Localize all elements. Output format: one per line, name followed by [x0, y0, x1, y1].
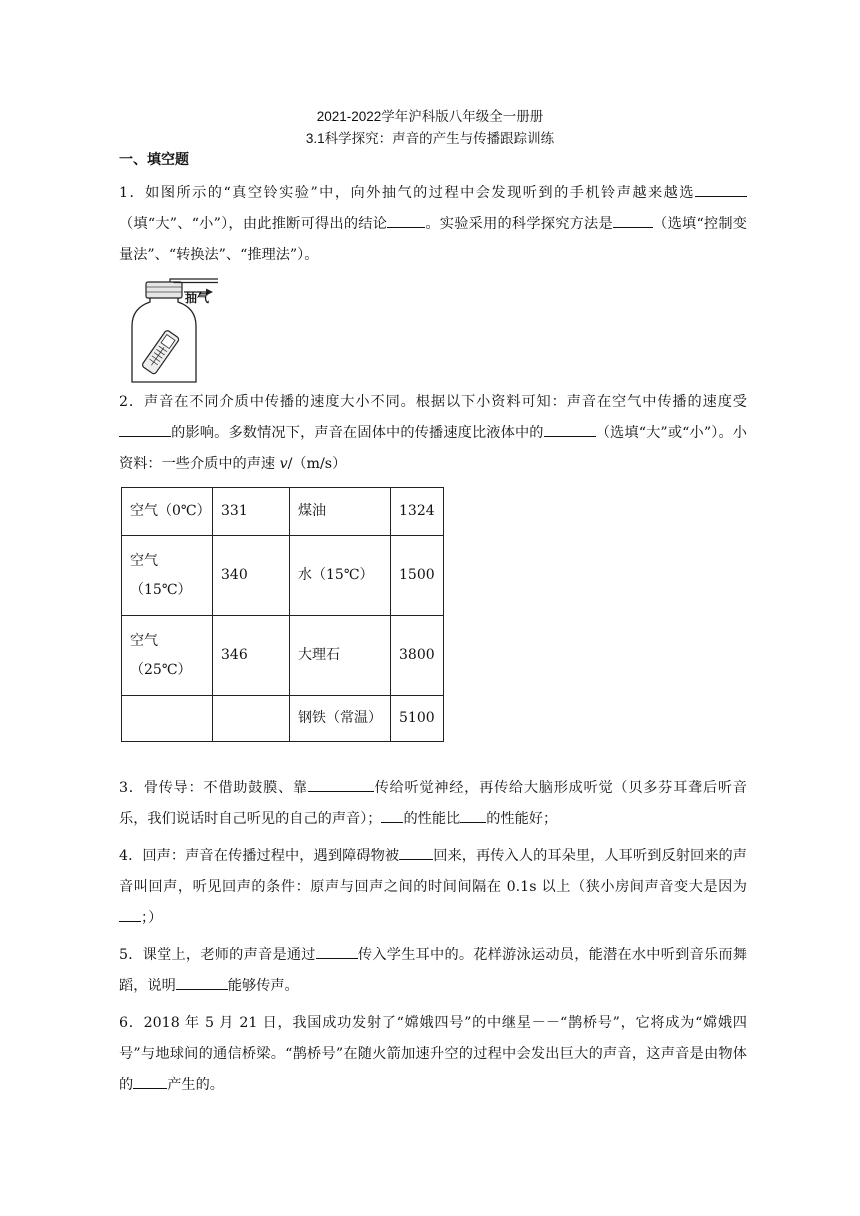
q1-text-1: 1．如图所示的“真空铃实验”中，向外抽气的过程中会发现听到的手机铃声越来越选	[119, 185, 695, 201]
question-3	[119, 773, 747, 835]
table-cell: 1500	[391, 536, 444, 616]
q1-blank-2	[387, 213, 425, 228]
table-cell: 空气 （25℃）	[122, 616, 213, 696]
table-cell	[122, 696, 213, 742]
table-cell: 钢铁（常温）	[290, 696, 391, 742]
q3-text-4: 的性能好；	[486, 811, 558, 827]
table-cell: 3800	[391, 616, 444, 696]
q4-text-3: ；）	[141, 910, 163, 926]
q1-blank-1	[695, 182, 747, 197]
q2-blank-2	[544, 422, 596, 437]
question-5	[119, 940, 747, 1002]
table-row	[122, 696, 444, 742]
q5-text-2: 传入学生耳中的。花样游泳运动员，能潜在水中听到音乐而舞蹈，说明	[119, 947, 747, 994]
doc-title-line1: 2021-2022学年沪科版八年级全一册册	[316, 109, 544, 124]
table-cell: 340	[213, 536, 290, 616]
q2-text-1: 2．声音在不同介质中传播的速度大小不同。根据以下小资料可知：声音在空气中传播的速度受	[119, 394, 747, 410]
table-cell: 大理石	[290, 616, 391, 696]
table-cell: 1324	[391, 488, 444, 536]
table-row	[122, 488, 444, 536]
q4-text-2: 回来，再传入人的耳朵里，人耳听到反射回来的声音叫回声，听见回声的条件：原声与回声之间的时间间隔在 0.1s 以上（狭小房间声音变大是因为	[119, 848, 747, 895]
figure-label-pump: 抽气	[185, 291, 210, 305]
table-cell: 空气（0℃）	[122, 488, 213, 536]
sound-speed-table	[121, 487, 444, 742]
q3-text-1: 3．骨传导：不借助鼓膜、靠	[119, 780, 308, 796]
q3-blank-2	[381, 808, 403, 823]
q3-blank-3	[460, 808, 486, 823]
q4-text-1: 4．回声：声音在传播过程中，遇到障碍物被	[119, 848, 400, 864]
q3-text-3: 的性能比	[403, 811, 461, 827]
q1-text-2: （填“大”、“小”），由此推断可得出的结论	[119, 216, 388, 232]
q2-blank-1	[119, 422, 171, 437]
q5-blank-2	[176, 975, 228, 990]
q5-text-1: 5．课堂上，老师的声音是通过	[119, 947, 316, 963]
q6-text-1: 6．2018 年 5 月 21 日，我国成功发射了“嫦娥四号”的中继星－－“鹊桥号”，它将成为“嫦娥四号”与地球间的通信桥梁。“鹊桥号”在随火箭加速升空的过程中会发出巨大的声音，这声音是由物体的	[119, 1015, 747, 1093]
q1-blank-3	[613, 213, 653, 228]
q2-v-symbol: v	[279, 456, 288, 472]
doc-title-line2: 3.1科学探究：声音的产生与传播跟踪训练	[305, 131, 555, 146]
q3-text-2: 传给听觉神经，再传给大脑形成听觉（贝多芬耳聋后听音乐，我们说话时自己听见的自己的声音）；	[119, 780, 747, 827]
table-row	[122, 536, 444, 616]
table-row	[122, 616, 444, 696]
table-cell	[213, 696, 290, 742]
q1-text-3: 。实验采用的科学探究方法是	[425, 216, 613, 232]
q3-blank-1	[308, 777, 374, 792]
q5-text-3: 能够传声。	[227, 978, 299, 994]
vacuum-bell-jar-figure	[128, 278, 228, 386]
table-cell: 煤油	[290, 488, 391, 536]
q6-blank-1	[133, 1074, 167, 1089]
q5-blank-1	[316, 944, 358, 959]
q4-blank-2	[119, 907, 141, 922]
q4-blank-1	[399, 845, 433, 860]
q2-text-2: 的影响。多数情况下，声音在固体中的传播速度比液体中的	[171, 425, 544, 441]
q6-text-2: 产生的。	[167, 1077, 224, 1093]
question-2	[119, 387, 747, 480]
question-1	[119, 178, 747, 271]
q2-unit: /（m/s）	[287, 456, 347, 472]
table-cell: 水（15℃）	[290, 536, 391, 616]
question-4	[119, 841, 747, 934]
table-cell: 空气 （15℃）	[122, 536, 213, 616]
q2-text-3: （选填“大”或“小”）。小资料：一些介质中的声速	[119, 425, 747, 472]
section-heading: 一、填空题	[119, 152, 189, 168]
table-cell: 346	[213, 616, 290, 696]
question-6	[119, 1008, 747, 1101]
q1-text-4: （选填“控制变量法”、“转换法”、“推理法”）。	[119, 216, 747, 263]
table-cell: 5100	[391, 696, 444, 742]
table-cell: 331	[213, 488, 290, 536]
